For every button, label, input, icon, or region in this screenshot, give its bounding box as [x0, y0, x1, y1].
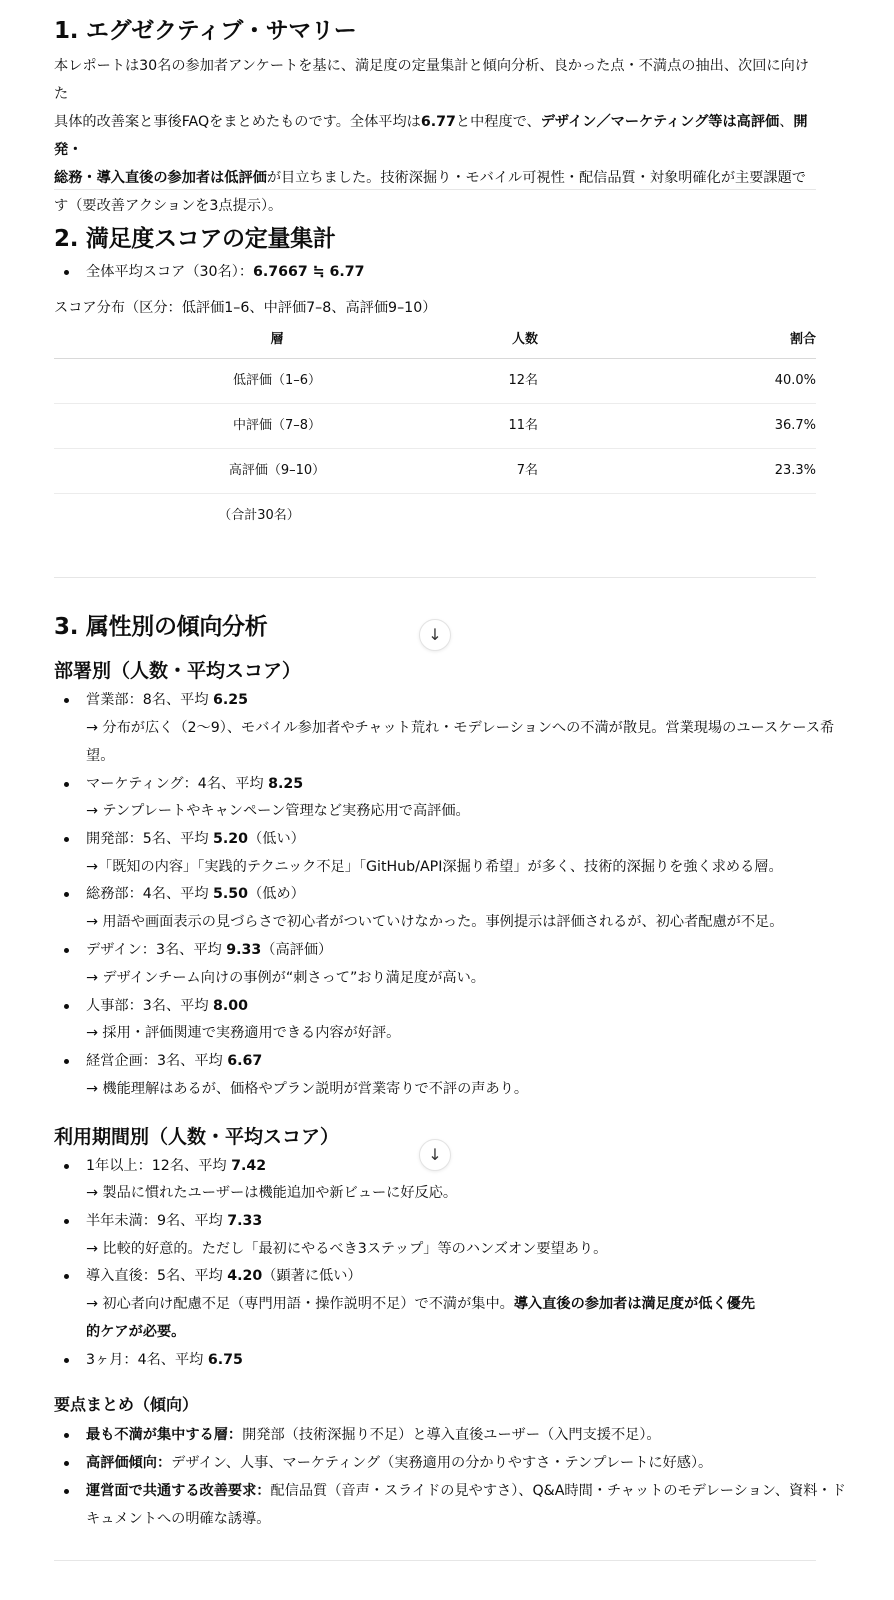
summary-item: 運営面で共通する改善要求：配信品質（音声・スライドの見やすさ）、Q&A時間・チャットのモデレーション、資料・ド — [86, 1477, 846, 1505]
divider — [54, 577, 816, 578]
dept-item-corporate-planning: 経営企画：3名、平均 6.67 — [86, 1047, 262, 1075]
scroll-down-button[interactable] — [419, 619, 451, 651]
average-score-item: 全体平均スコア（30名）：6.7667 ≒ 6.77 — [86, 258, 365, 286]
table-total-cell: （合計30名） — [218, 508, 300, 523]
table-cell: 7名 — [516, 463, 538, 478]
section-3-title: 3. 属性別の傾向分析 — [54, 614, 268, 640]
divider — [54, 189, 816, 190]
dept-item-desc: → 機能理解はあるが、価格やプラン説明が営業寄りで不評の声あり。 — [86, 1081, 529, 1097]
tenure-item-just-onboarded: 導入直後：5名、平均 4.20（顕著に低い） — [86, 1262, 362, 1290]
summary-item: 高評価傾向：デザイン、人事、マーケティング（実務適用の分かりやすさ・テンプレートに好感）。 — [86, 1449, 712, 1477]
divider — [54, 1560, 816, 1561]
table-row — [54, 404, 816, 449]
tenure-heading: 利用期間別（人数・平均スコア） — [54, 1126, 340, 1148]
dept-heading: 部署別（人数・平均スコア） — [54, 660, 302, 682]
tenure-item-desc: → 比較的好意的。ただし「最初にやるべき3ステップ」等のハンズオン要望あり。 — [86, 1241, 608, 1257]
dept-item-desc: → 用語や画面表示の見づらさで初心者がついていけなかった。事例提示は評価されるが、初心者配慮が不足。 — [86, 914, 784, 930]
section-1-title: 1. エグゼクティブ・サマリー — [54, 18, 357, 44]
table-cell: 12名 — [508, 373, 538, 388]
dept-item-desc: → 分布が広く（2〜9）、モバイル参加者やチャット荒れ・モデレーションへの不満が散見。営業現場のユースケース希 — [86, 720, 835, 736]
tenure-item-3-months: 3ヶ月：4名、平均 6.75 — [86, 1346, 243, 1374]
table-cell: 36.7% — [774, 418, 816, 433]
dept-item-desc: → テンプレートやキャンペーン管理など実務応用で高評価。 — [86, 803, 470, 819]
table-cell: 中評価（7–8） — [232, 418, 322, 433]
dept-item-hr: 人事部：3名、平均 8.00 — [86, 992, 248, 1020]
table-cell: 23.3% — [774, 463, 816, 478]
dept-item-general-affairs: 総務部：4名、平均 5.50（低め） — [86, 880, 305, 908]
tenure-item-over-1-year: 1年以上：12名、平均 7.42 — [86, 1152, 266, 1180]
dept-item-desc: → デザインチーム向けの事例が“刺さって”おり満足度が高い。 — [86, 970, 485, 986]
table-cell: 低評価（1–6） — [232, 373, 322, 388]
summary-line: 本レポートは30名の参加者アンケートを基に、満足度の定量集計と傾向分析、良かった点・不満点の抽出、次回に向けた — [54, 58, 809, 102]
summary-item: 最も不満が集中する層：開発部（技術深掘り不足）と導入直後ユーザー（入門支援不足）。 — [86, 1421, 661, 1449]
dept-item-marketing: マーケティング：4名、平均 8.25 — [86, 770, 303, 798]
summary-line: 総務・導入直後の参加者は低評価が目立ちました。技術深掘り・モバイル可視性・配信品質・対象明確化が主要課題で — [54, 170, 806, 186]
table-row — [54, 449, 816, 494]
section-2-title: 2. 満足度スコアの定量集計 — [54, 226, 336, 252]
table-cell: 高評価（9–10） — [228, 463, 326, 478]
tenure-item-under-half-year: 半年未満：9名、平均 7.33 — [86, 1207, 262, 1235]
table-header-cell: 割合 — [789, 332, 816, 347]
dept-item-desc: →「既知の内容」「実践的テクニック不足」「GitHub/API深掘り希望」が多く、技術的深掘りを強く求める層。 — [86, 859, 783, 875]
table-row — [54, 494, 816, 538]
summary-line: 具体的改善案と事後FAQをまとめたものです。全体平均は6.77と中程度で、デザイン／マーケティング等は高評価、開発・ — [54, 114, 808, 158]
summary-line: す（要改善アクションを3点提示）。 — [54, 198, 283, 214]
dept-item-desc: → 採用・評価関連で実務適用できる内容が好評。 — [86, 1025, 401, 1041]
dept-item-sales: 営業部：8名、平均 6.25 — [86, 686, 248, 714]
summary-item-continuation: キュメントへの明確な誘導。 — [86, 1511, 271, 1527]
arrow-down-icon: ↓ — [428, 625, 442, 644]
table-row — [54, 359, 816, 404]
table-header-cell: 人数 — [511, 332, 538, 347]
distribution-caption: スコア分布（区分：低評価1–6、中評価7–8、高評価9–10） — [54, 300, 437, 316]
table-cell: 40.0% — [774, 373, 816, 388]
table-header-row — [54, 326, 816, 359]
executive-summary-paragraph — [54, 52, 816, 220]
dept-item-desc: 望。 — [86, 748, 115, 764]
table-cell: 11名 — [508, 418, 538, 433]
summary-heading: 要点まとめ（傾向） — [54, 1395, 199, 1414]
tenure-item-desc: → 製品に慣れたユーザーは機能追加や新ビューに好反応。 — [86, 1185, 458, 1201]
tenure-item-desc: → 初心者向け配慮不足（専門用語・操作説明不足）で不満が集中。導入直後の参加者は満足度が低く優先 — [86, 1296, 756, 1312]
scroll-down-button[interactable] — [419, 1139, 451, 1171]
dept-item-development: 開発部：5名、平均 5.20（低い） — [86, 825, 305, 853]
arrow-down-icon: ↓ — [428, 1145, 442, 1164]
dept-item-design: デザイン：3名、平均 9.33（高評価） — [86, 936, 332, 964]
tenure-item-desc: 的ケアが必要。 — [86, 1324, 186, 1340]
table-header-cell: 層 — [270, 332, 284, 347]
